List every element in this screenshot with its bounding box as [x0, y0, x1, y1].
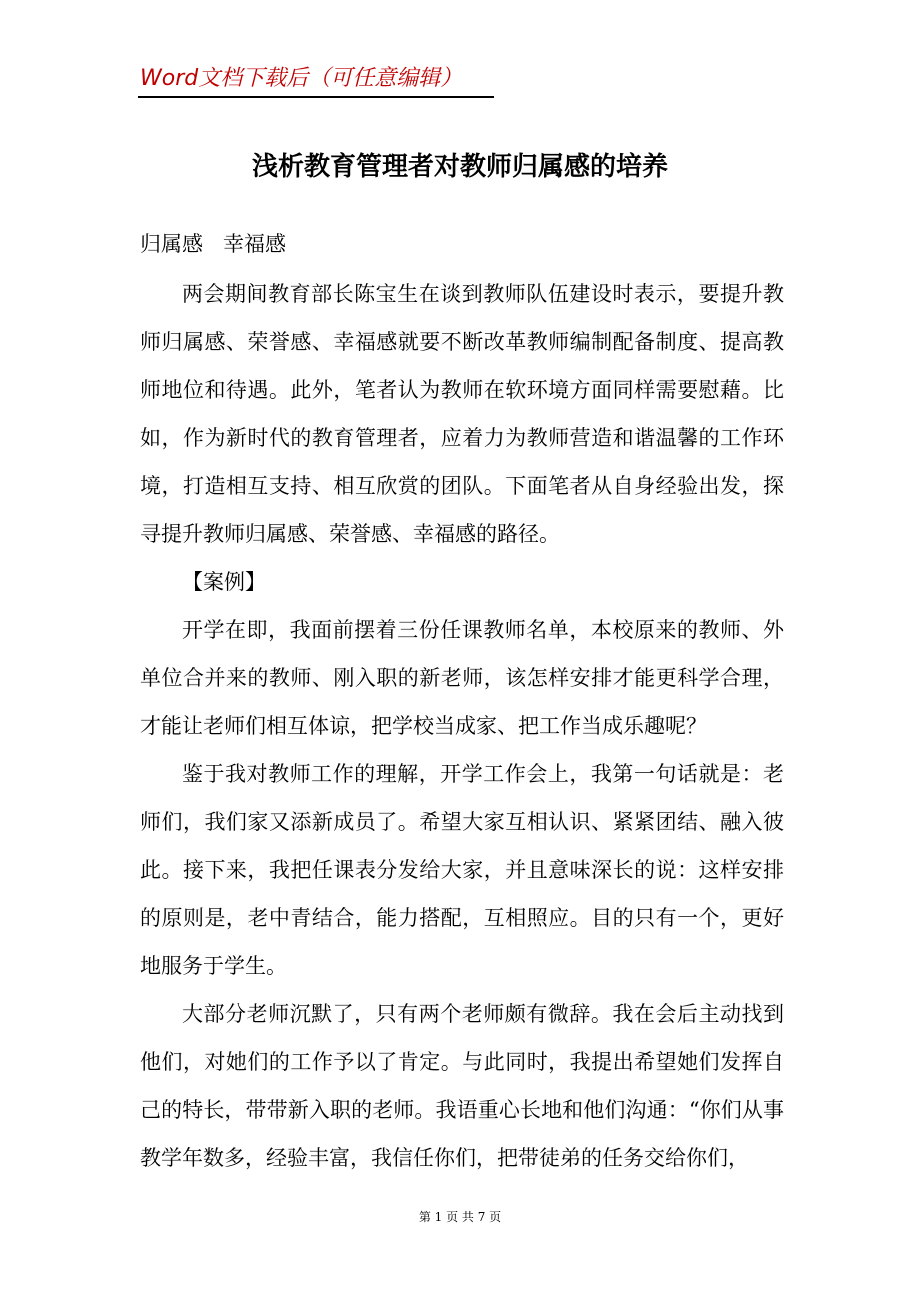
body-paragraph: 两会期间教育部长陈宝生在谈到教师队伍建设时表示，要提升教师归属感、荣誉感、幸福感就要不断改革教师编制配备制度、提高教师地位和待遇。此外，笔者认为教师在软环境方面同样需要慰藉。比如，作为新时代的教育管理者，应着力为教师营造和谐温馨的工作环境，打造相互支持、相互欣赏的团队。下面笔者从自身经验出发，探寻提升教师归属感、荣誉感、幸福感的路径。 — [140, 282, 784, 546]
body-paragraph: 大部分老师沉默了，只有两个老师颇有微辞。我在会后主动找到他们，对她们的工作予以了肯定。与此同时，我提出希望她们发挥自己的特长，带带新入职的老师。我语重心长地和他们沟通：“你们从事教学年数多，经验丰富，我信任你们，把带徒弟的任务交给你们， — [140, 1002, 784, 1170]
page-number-footer: 第 1 页 共 7 页 — [418, 1210, 502, 1224]
document-header-banner — [138, 62, 494, 98]
header-banner-text: Word文档下载后（可任意编辑） — [140, 66, 463, 91]
document-keywords: 归属感 幸福感 — [140, 232, 287, 256]
document-body — [140, 270, 784, 1182]
document-title: 浅析教育管理者对教师归属感的培养 — [251, 152, 668, 182]
body-paragraph: 开学在即，我面前摆着三份任课教师名单，本校原来的教师、外单位合并来的教师、刚入职的新老师，该怎样安排才能更科学合理，才能让老师们相互体谅，把学校当成家、把工作当成乐趣呢？ — [140, 618, 784, 738]
body-paragraph: 鉴于我对教师工作的理解，开学工作会上，我第一句话就是：老师们，我们家又添新成员了。希望大家互相认识、紧紧团结、融入彼此。接下来，我把任课表分发给大家，并且意味深长的说：这样安排的原则是，老中青结合，能力搭配，互相照应。目的只有一个，更好地服务于学生。 — [140, 762, 784, 978]
case-heading: 【案例】 — [182, 570, 266, 594]
